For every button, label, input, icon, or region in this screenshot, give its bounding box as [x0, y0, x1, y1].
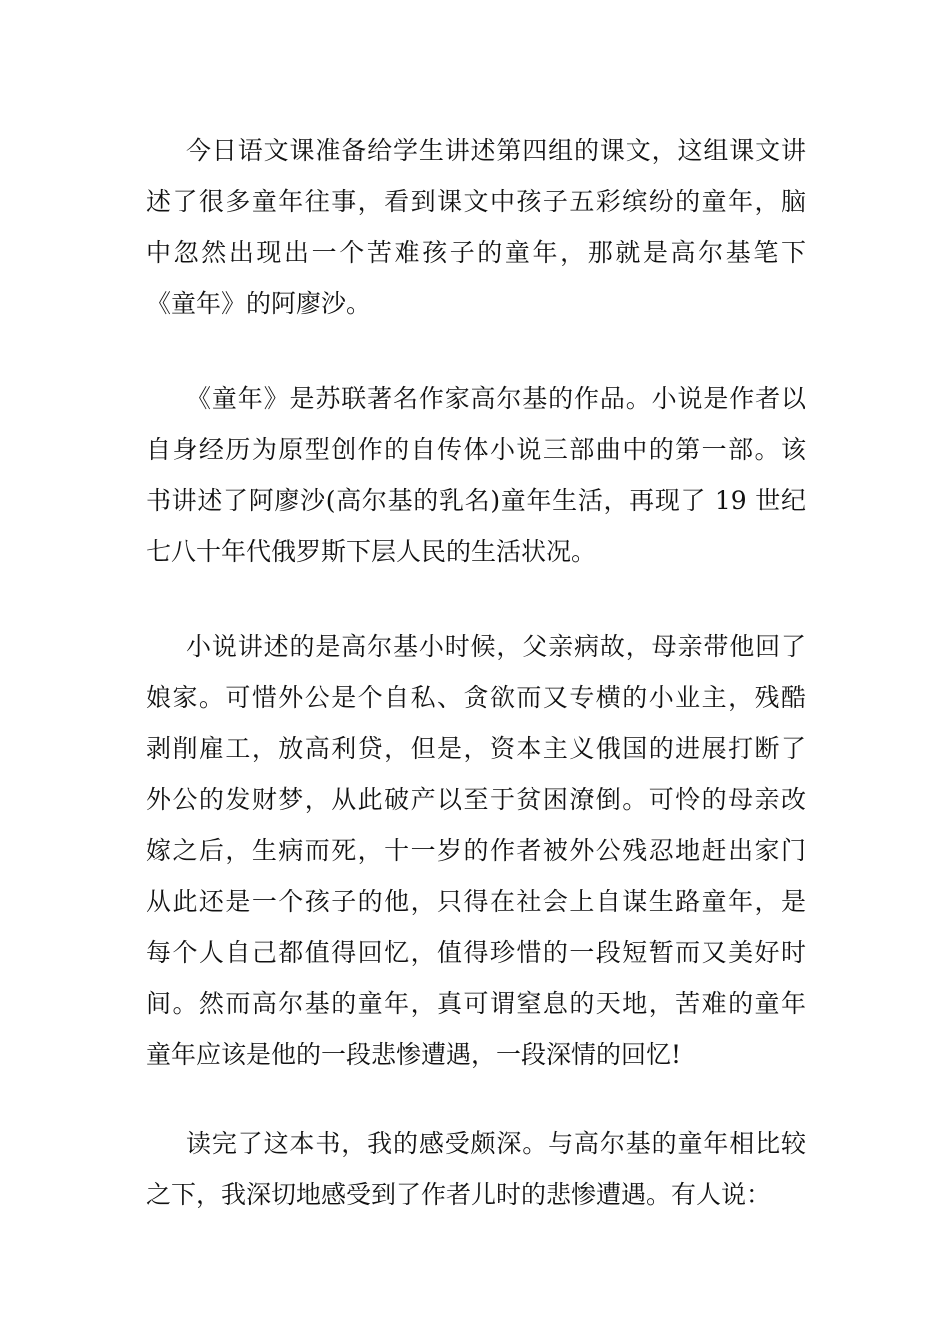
paragraph-story-summary	[146, 621, 806, 1080]
text-line: 今日语文课准备给学生讲述第四组的课文，这组课文讲	[186, 136, 806, 165]
paragraph-intro	[146, 125, 806, 329]
text-line: 外公的发财梦，从此破产以至于贫困潦倒。可怜的母亲改	[146, 785, 806, 814]
text-line: 中忽然出现出一个苦难孩子的童年，那就是高尔基笔下	[146, 238, 806, 267]
text-line: 述了很多童年往事，看到课文中孩子五彩缤纷的童年，脑	[146, 187, 806, 216]
text-line: 娘家。可惜外公是个自私、贪欲而又专横的小业主，残酷	[146, 683, 806, 712]
text-line: 嫁之后，生病而死，十一岁的作者被外公残忍地赶出家门	[146, 836, 806, 865]
text-line: 从此还是一个孩子的他，只得在社会上自谋生路童年，是	[146, 887, 806, 916]
text-line: 童年应该是他的一段悲惨遭遇，一段深情的回忆!	[146, 1040, 682, 1069]
text-line: 读完了这本书，我的感受颇深。与高尔基的童年相比较	[186, 1129, 806, 1158]
paragraph-book-intro	[146, 373, 806, 577]
text-line: 七八十年代俄罗斯下层人民的生活状况。	[146, 537, 597, 566]
text-line: 小说讲述的是高尔基小时候，父亲病故，母亲带他回了	[186, 632, 806, 661]
text-line: 自身经历为原型创作的自传体小说三部曲中的第一部。该	[146, 435, 806, 464]
text-line: 《童年》是苏联著名作家高尔基的作品。小说是作者以	[186, 384, 806, 413]
text-line: 之下，我深切地感受到了作者儿时的悲惨遭遇。有人说：	[146, 1180, 772, 1209]
text-line: 书讲述了阿廖沙(高尔基的乳名)童年生活，再现了 19 世纪	[146, 486, 806, 515]
paragraph-reflection	[146, 1118, 806, 1220]
text-line: 每个人自己都值得回忆，值得珍惜的一段短暂而又美好时	[146, 938, 806, 967]
text-line: 《童年》的阿廖沙。	[146, 289, 372, 318]
text-line: 剥削雇工，放高利贷，但是，资本主义俄国的进展打断了	[146, 734, 806, 763]
text-line: 间。然而高尔基的童年，真可谓窒息的天地，苦难的童年	[146, 989, 806, 1018]
